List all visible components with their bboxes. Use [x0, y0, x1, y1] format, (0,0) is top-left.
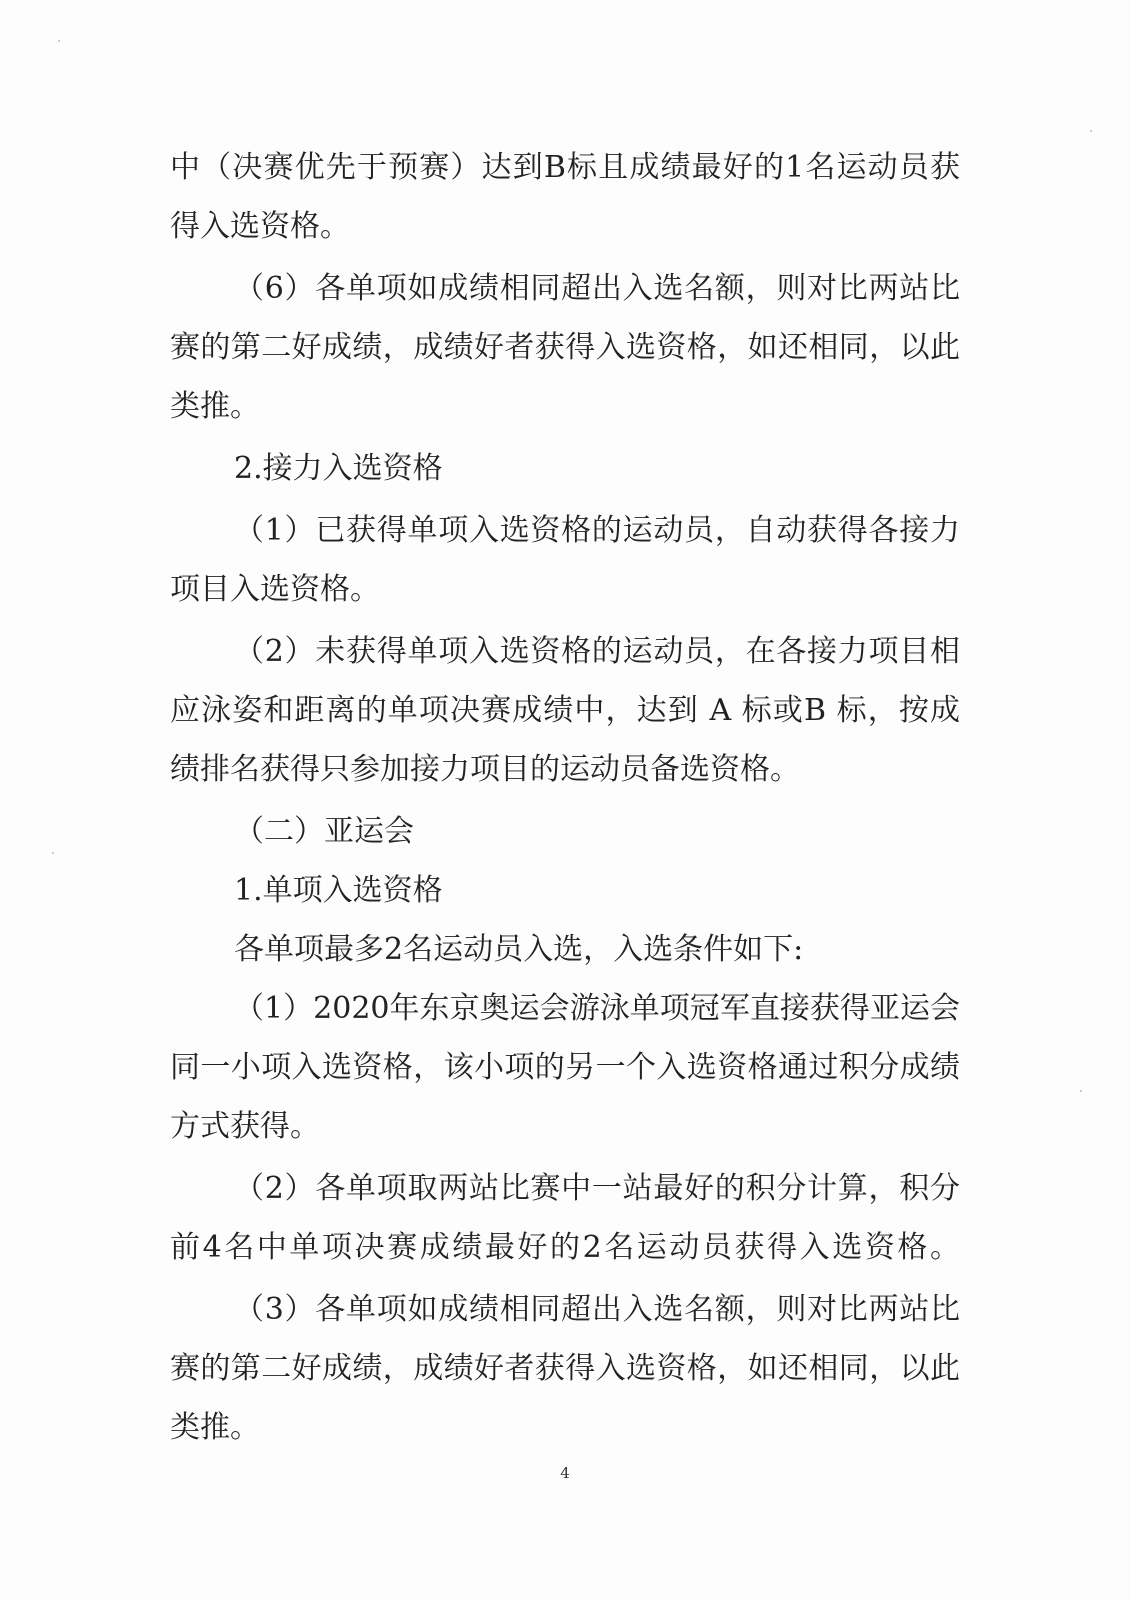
text-line: 类推。: [170, 389, 260, 424]
text-line: 应泳姿和距离的单项决赛成绩中，达到 A 标或B 标，按成: [170, 693, 960, 728]
text-line: 赛的第二好成绩，成绩好者获得入选资格，如还相同，以此: [170, 1351, 960, 1386]
scan-speck: [52, 852, 54, 854]
text-line: （2）各单项取两站比赛中一站最好的积分计算，积分: [234, 1171, 960, 1206]
document-body: [170, 138, 960, 1457]
scan-speck: [58, 40, 60, 42]
scan-speck: [1090, 130, 1092, 132]
text-line: 绩排名获得只参加接力项目的运动员备选资格。: [170, 752, 800, 787]
text-line: （2）未获得单项入选资格的运动员，在各接力项目相: [234, 634, 960, 669]
text-line: 方式获得。: [170, 1109, 320, 1144]
text-line: 前4名中单项决赛成绩最好的2名运动员获得入选资格。: [170, 1230, 960, 1265]
section-heading: 2.接力入选资格: [234, 451, 443, 486]
text-line: （1）已获得单项入选资格的运动员，自动获得各接力: [234, 513, 960, 548]
text-line: 赛的第二好成绩，成绩好者获得入选资格，如还相同，以此: [170, 330, 960, 365]
text-line: 同一小项入选资格，该小项的另一个入选资格通过积分成绩: [170, 1050, 960, 1085]
text-line: 类推。: [170, 1410, 260, 1445]
scan-speck: [1080, 1090, 1082, 1092]
text-line: （1）2020年东京奥运会游泳单项冠军直接获得亚运会: [234, 991, 960, 1026]
page-number: 4: [560, 1464, 570, 1482]
text-line: （6）各单项如成绩相同超出入选名额，则对比两站比: [234, 271, 960, 306]
text-line: 项目入选资格。: [170, 572, 380, 607]
section-heading: （二）亚运会: [234, 814, 414, 849]
text-line: 中（决赛优先于预赛）达到B标且成绩最好的1名运动员获: [170, 150, 960, 185]
text-line: （3）各单项如成绩相同超出入选名额，则对比两站比: [234, 1292, 960, 1327]
section-heading: 1.单项入选资格: [234, 873, 443, 908]
text-line: 得入选资格。: [170, 209, 350, 244]
text-line: 各单项最多2名运动员入选，入选条件如下:: [234, 932, 804, 967]
